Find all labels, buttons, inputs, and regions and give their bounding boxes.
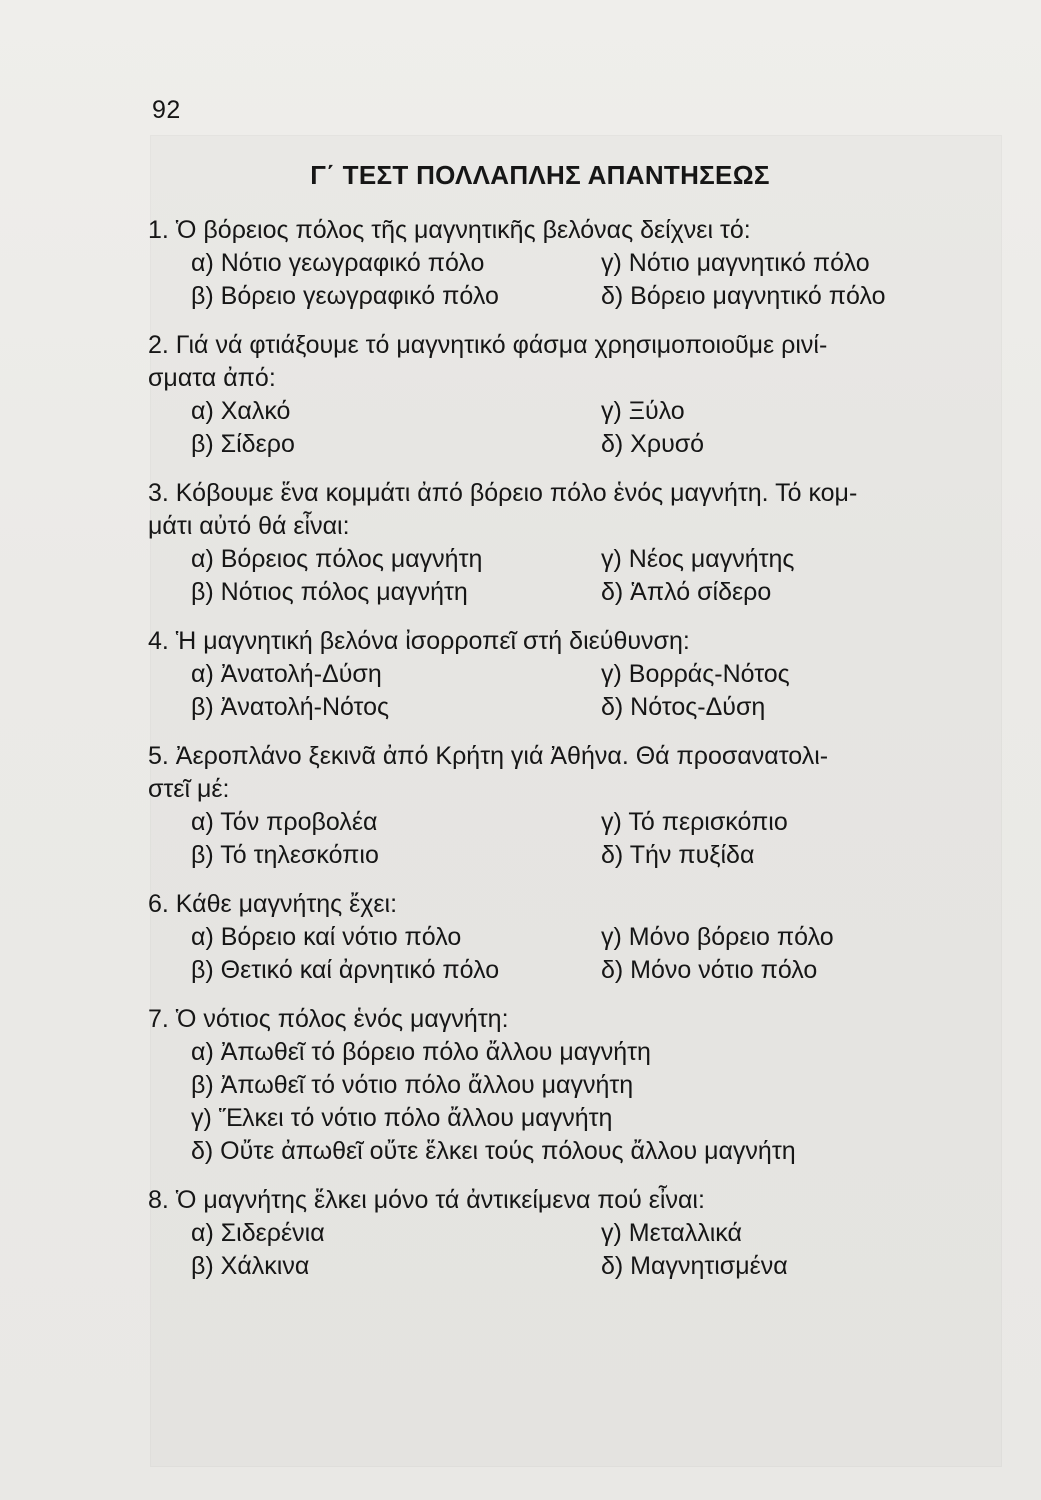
option-a: α) Χαλκό: [191, 397, 291, 425]
question-5: [148, 740, 988, 872]
option-b: β) Θετικό καί ἀρνητικό πόλο: [191, 956, 500, 984]
option-c: γ) Βορράς-Νότος: [601, 660, 790, 688]
option-c: γ) Ἕλκει τό νότιο πόλο ἄλλου μαγνήτη: [191, 1104, 613, 1132]
question-text: 1. Ὁ βόρειος πόλος τῆς μαγνητικῆς βελόνας δείχνει τό:: [148, 216, 751, 244]
question-text-continued: σματα ἀπό:: [148, 364, 276, 392]
options: [148, 1217, 988, 1283]
option-c: γ) Ξύλο: [601, 397, 685, 425]
question-6: [148, 888, 988, 987]
option-b: β) Ἀπωθεῖ τό νότιο πόλο ἄλλου μαγνήτη: [191, 1071, 634, 1099]
question-2: [148, 329, 988, 461]
question-text: 2. Γιά νά φτιάξουμε τό μαγνητικό φάσμα χρησιμοποιοῦμε ρινί-: [148, 331, 828, 359]
option-b: β) Χάλκινα: [191, 1252, 310, 1280]
question-text: 6. Κάθε μαγνήτης ἔχει:: [148, 890, 398, 918]
option-a: α) Ἀπωθεῖ τό βόρειο πόλο ἄλλου μαγνήτη: [191, 1038, 651, 1066]
question-text-continued: στεῖ μέ:: [148, 775, 230, 803]
option-d: δ) Χρυσό: [601, 430, 705, 458]
question-list: [148, 214, 988, 1299]
options: [148, 543, 988, 609]
option-c: γ) Μεταλλικά: [601, 1219, 742, 1247]
question-8: [148, 1184, 988, 1283]
option-d: δ) Νότος-Δύση: [601, 693, 766, 721]
option-a: α) Βόρειος πόλος μαγνήτη: [191, 545, 483, 573]
option-a: α) Σιδερένια: [191, 1219, 325, 1247]
option-d: δ) Μόνο νότιο πόλο: [601, 956, 818, 984]
option-a: α) Νότιο γεωγραφικό πόλο: [191, 249, 485, 277]
option-d: δ) Τήν πυξίδα: [601, 841, 755, 869]
option-b: β) Βόρειο γεωγραφικό πόλο: [191, 282, 499, 310]
option-c: γ) Νέος μαγνήτης: [601, 545, 795, 573]
option-d: δ) Οὔτε ἀπωθεῖ οὔτε ἕλκει τούς πόλους ἄλλου μαγνήτη: [191, 1137, 796, 1165]
options: [148, 658, 988, 724]
section-title: Γ΄ ΤΕΣΤ ΠΟΛΛΑΠΛΗΣ ΑΠΑΝΤΗΣΕΩΣ: [310, 160, 770, 190]
option-a: α) Ἀνατολή-Δύση: [191, 660, 382, 688]
question-text: 5. Ἀεροπλάνο ξεκινᾶ ἀπό Κρήτη γιά Ἀθήνα. Θά προσανατολι-: [148, 742, 829, 770]
question-1: [148, 214, 988, 313]
options: [148, 1036, 988, 1168]
option-b: β) Τό τηλεσκόπιο: [191, 841, 379, 869]
question-text: 7. Ὁ νότιος πόλος ἑνός μαγνήτη:: [148, 1005, 509, 1033]
options: [148, 395, 988, 461]
question-text-continued: μάτι αὐτό θά εἶναι:: [148, 512, 350, 540]
option-d: δ) Βόρειο μαγνητικό πόλο: [601, 282, 886, 310]
option-c: γ) Νότιο μαγνητικό πόλο: [601, 249, 870, 277]
option-d: δ) Μαγνητισμένα: [601, 1252, 788, 1280]
question-text: 3. Κόβουμε ἕνα κομμάτι ἀπό βόρειο πόλο ἑνός μαγνήτη. Τό κομ-: [148, 479, 858, 507]
option-b: β) Νότιος πόλος μαγνήτη: [191, 578, 468, 606]
option-b: β) Σίδερο: [191, 430, 295, 458]
question-7: [148, 1003, 988, 1168]
options: [148, 247, 988, 313]
option-a: α) Τόν προβολέα: [191, 808, 378, 836]
question-text: 8. Ὁ μαγνήτης ἕλκει μόνο τά ἀντικείμενα πού εἶναι:: [148, 1186, 705, 1214]
question-4: [148, 625, 988, 724]
option-b: β) Ἀνατολή-Νότος: [191, 693, 390, 721]
question-3: [148, 477, 988, 609]
option-c: γ) Τό περισκόπιο: [601, 808, 788, 836]
option-a: α) Βόρειο καί νότιο πόλο: [191, 923, 462, 951]
question-text: 4. Ἡ μαγνητική βελόνα ἰσορροπεῖ στή διεύθυνση:: [148, 627, 690, 655]
page-number: 92: [152, 96, 181, 124]
options: [148, 806, 988, 872]
option-d: δ) Ἁπλό σίδερο: [601, 578, 772, 606]
option-c: γ) Μόνο βόρειο πόλο: [601, 923, 834, 951]
options: [148, 921, 988, 987]
